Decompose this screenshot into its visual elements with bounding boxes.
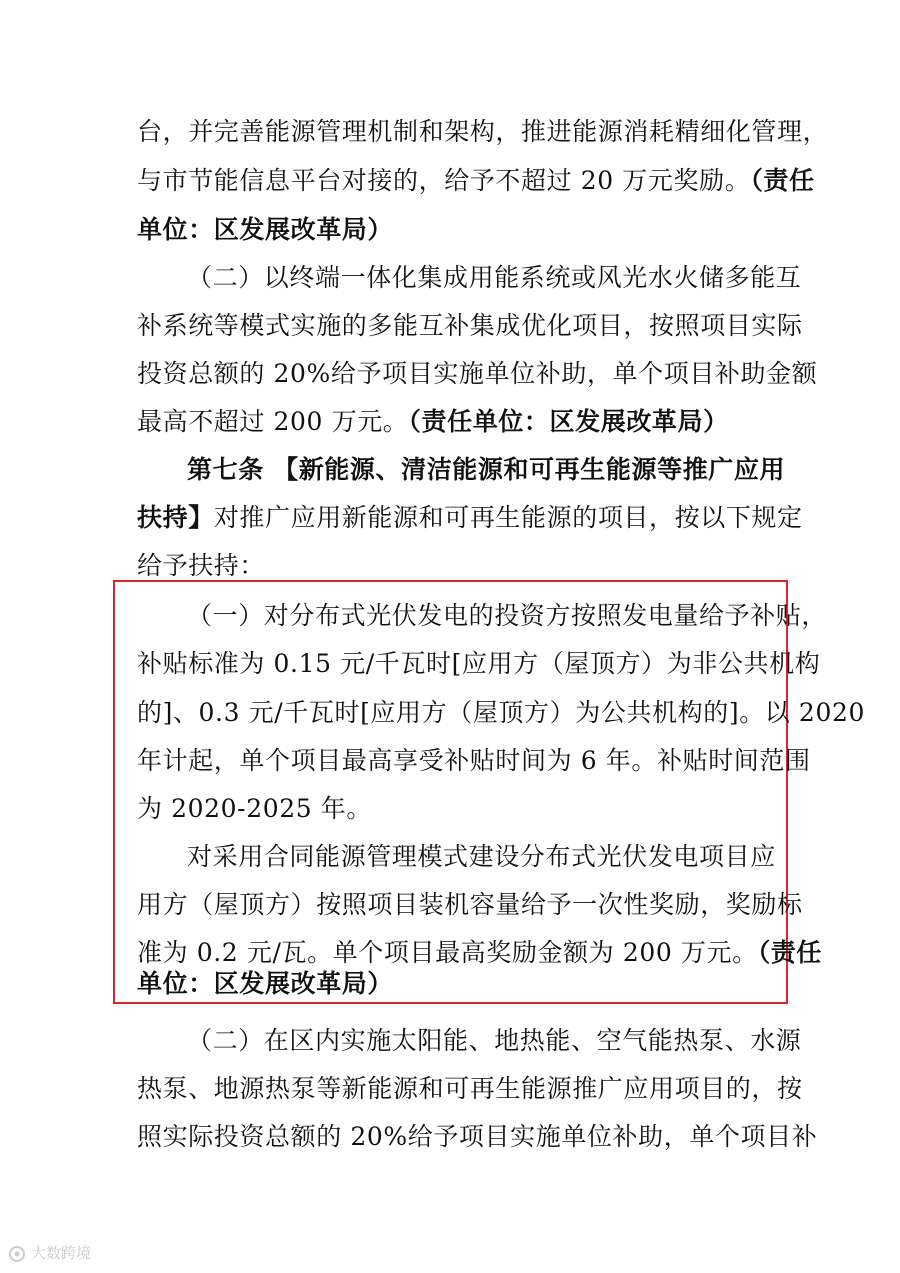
responsible-unit-text: （责任	[757, 938, 822, 967]
article-heading	[187, 447, 786, 493]
text-line	[137, 495, 803, 541]
text-line	[187, 255, 802, 301]
line-text: 最高不超过 200 万元。	[137, 407, 409, 436]
line-text: （一）对分布式光伏发电的投资方按照发电量给予补贴，	[187, 601, 828, 630]
text-line	[137, 1066, 803, 1112]
text-line	[137, 786, 769, 832]
article-heading-text: 扶持】	[137, 503, 214, 532]
line-text: 给予扶持：	[137, 551, 266, 580]
text-line	[137, 1114, 818, 1160]
line-text: 准为 0.2 元/瓦。单个项目最高奖励金额为 200 万元。	[137, 938, 758, 967]
line-text: 对推广应用新能源和可再生能源的项目，按以下规定	[213, 503, 803, 532]
line-text: 年计起，单个项目最高享受补贴时间为 6 年。补贴时间范围	[137, 746, 811, 775]
line-text: 台，并完善能源管理机制和架构，推进能源消耗精细化管理，	[137, 117, 829, 146]
line-text: 与市节能信息平台对接的，给予不超过 20 万元奖励。	[137, 166, 751, 195]
responsible-unit-text: 单位：区发展改革局）	[137, 969, 394, 998]
watermark-text: 大数跨境	[31, 1244, 92, 1262]
line-text: 投资总额的 20%给予项目实施单位补助，单个项目补助金额	[137, 359, 818, 388]
text-line	[137, 641, 821, 687]
line-text: 照实际投资总额的 20%给予项目实施单位补助，单个项目补	[137, 1122, 818, 1151]
responsible-unit-text: （责任	[750, 166, 815, 195]
text-line	[187, 834, 776, 880]
article-heading-text: 第七条 【新能源、清洁能源和可再生能源等推广应用	[187, 455, 786, 484]
line-text: 补贴标准为 0.15 元/千瓦时[应用方（屋顶方）为非公共机构	[137, 649, 821, 678]
text-line	[137, 207, 769, 253]
line-text: 为 2020-2025 年。	[137, 794, 372, 823]
line-text: 补系统等模式实施的多能互补集成优化项目，按照项目实际	[137, 311, 803, 340]
text-line	[137, 882, 803, 928]
text-line	[187, 1018, 802, 1064]
text-line	[137, 690, 865, 736]
line-text: 热泵、地源热泵等新能源和可再生能源推广应用项目的，按	[137, 1074, 803, 1103]
text-line	[137, 158, 815, 204]
text-line	[137, 738, 811, 784]
responsible-unit-text: （责任单位：区发展改革局）	[408, 407, 729, 436]
text-line	[137, 109, 829, 155]
text-line	[137, 351, 818, 397]
text-line	[137, 303, 803, 349]
responsible-unit-text: 单位：区发展改革局）	[137, 215, 394, 244]
brand-logo-icon	[8, 1245, 26, 1263]
text-line	[187, 593, 828, 639]
line-text: 用方（屋顶方）按照项目装机容量给予一次性奖励，奖励标	[137, 890, 803, 919]
text-line	[137, 399, 769, 445]
line-text: 对采用合同能源管理模式建设分布式光伏发电项目应	[187, 842, 776, 871]
line-text: （二）以终端一体化集成用能系统或风光水火储多能互	[187, 263, 802, 292]
text-line	[137, 961, 769, 1007]
line-text: 的]、0.3 元/千瓦时[应用方（屋顶方）为公共机构的]。以 2020	[137, 698, 865, 727]
line-text: （二）在区内实施太阳能、地热能、空气能热泵、水源	[187, 1026, 802, 1055]
watermark	[8, 1242, 91, 1264]
